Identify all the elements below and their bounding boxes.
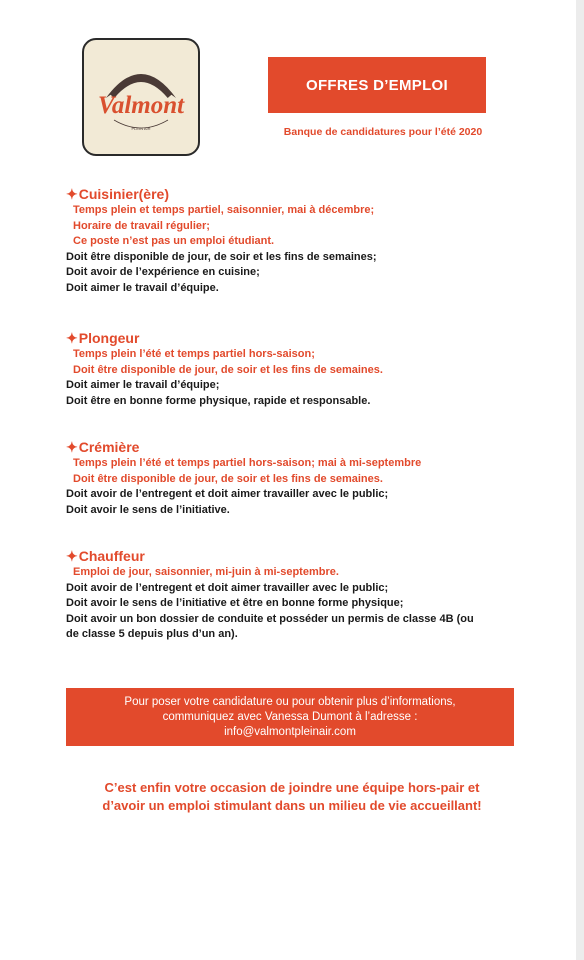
- logo-tagline-text: PLEIN AIR: [131, 126, 151, 131]
- closing-message: [50, 779, 534, 815]
- job-detail: Doit être disponible de jour, de soir et les fins de semaines.: [73, 472, 383, 485]
- job-requirement: Doit être disponible de jour, de soir et les fins de semaines;: [66, 250, 377, 263]
- job-requirement: Doit avoir un bon dossier de conduite et posséder un permis de classe 4B (ou: [66, 612, 474, 625]
- job-detail: Ce poste n’est pas un emploi étudiant.: [73, 235, 275, 247]
- job-requirement: Doit avoir le sens de l’initiative et être en bonne forme physique;: [66, 597, 404, 609]
- star-icon: ✦: [66, 548, 78, 564]
- job-requirement: Doit être en bonne forme physique, rapide et responsable.: [66, 394, 371, 407]
- star-icon: ✦: [66, 330, 78, 346]
- closing-line: d’avoir un emploi stimulant dans un milieu de vie accueillant!: [102, 798, 482, 813]
- job-title: ✦Plongeur: [66, 330, 140, 346]
- job-section-cremiere: [66, 439, 421, 518]
- contact-email-link[interactable]: info@valmontpleinair.com: [224, 725, 356, 738]
- valmont-logo: [82, 38, 200, 156]
- job-section-chauffeur: [66, 548, 474, 643]
- job-title: ✦Crémière: [66, 439, 140, 455]
- job-requirement: Doit aimer le travail d’équipe;: [66, 379, 220, 391]
- job-detail: Temps plein et temps partiel, saisonnier, mai à décembre;: [73, 204, 375, 216]
- page-subtitle: Banque de candidatures pour l’été 2020: [283, 126, 483, 138]
- contact-box: [66, 688, 514, 746]
- star-icon: ✦: [66, 439, 78, 455]
- job-detail: Temps plein l’été et temps partiel hors-saison;: [73, 348, 315, 360]
- job-section-plongeur: [66, 330, 383, 409]
- job-detail: Doit être disponible de jour, de soir et les fins de semaines.: [73, 363, 383, 376]
- job-detail: Emploi de jour, saisonnier, mi-juin à mi-septembre.: [73, 566, 339, 578]
- job-title: ✦Cuisinier(ère): [66, 186, 169, 202]
- job-requirement: Doit avoir le sens de l’initiative.: [66, 503, 230, 516]
- job-requirement: Doit avoir de l’entregent et doit aimer travailler avec le public;: [66, 488, 389, 500]
- logo-mountain-icon: [84, 40, 198, 154]
- job-requirement: Doit avoir de l’entregent et doit aimer travailler avec le public;: [66, 581, 389, 594]
- contact-line: communiquez avec Vanessa Dumont à l’adresse :: [162, 710, 418, 723]
- job-requirement: de classe 5 depuis plus d’un an).: [66, 628, 238, 640]
- job-requirement: Doit aimer le travail d’équipe.: [66, 281, 219, 294]
- job-detail: Horaire de travail régulier;: [73, 219, 210, 232]
- job-title: ✦Chauffeur: [66, 548, 145, 564]
- job-requirement: Doit avoir de l’expérience en cuisine;: [66, 266, 260, 278]
- logo-brand-text: Valmont: [97, 92, 185, 119]
- contact-line: Pour poser votre candidature ou pour obtenir plus d’informations,: [124, 695, 456, 708]
- job-detail: Temps plein l’été et temps partiel hors-saison; mai à mi-septembre: [73, 457, 422, 469]
- page-edge: [576, 0, 584, 960]
- job-offers-button[interactable]: OFFRES D’EMPLOI: [268, 57, 486, 113]
- star-icon: ✦: [66, 186, 78, 202]
- job-section-cuisinier: [66, 186, 377, 296]
- closing-line: C’est enfin votre occasion de joindre une équipe hors-pair et: [104, 780, 480, 795]
